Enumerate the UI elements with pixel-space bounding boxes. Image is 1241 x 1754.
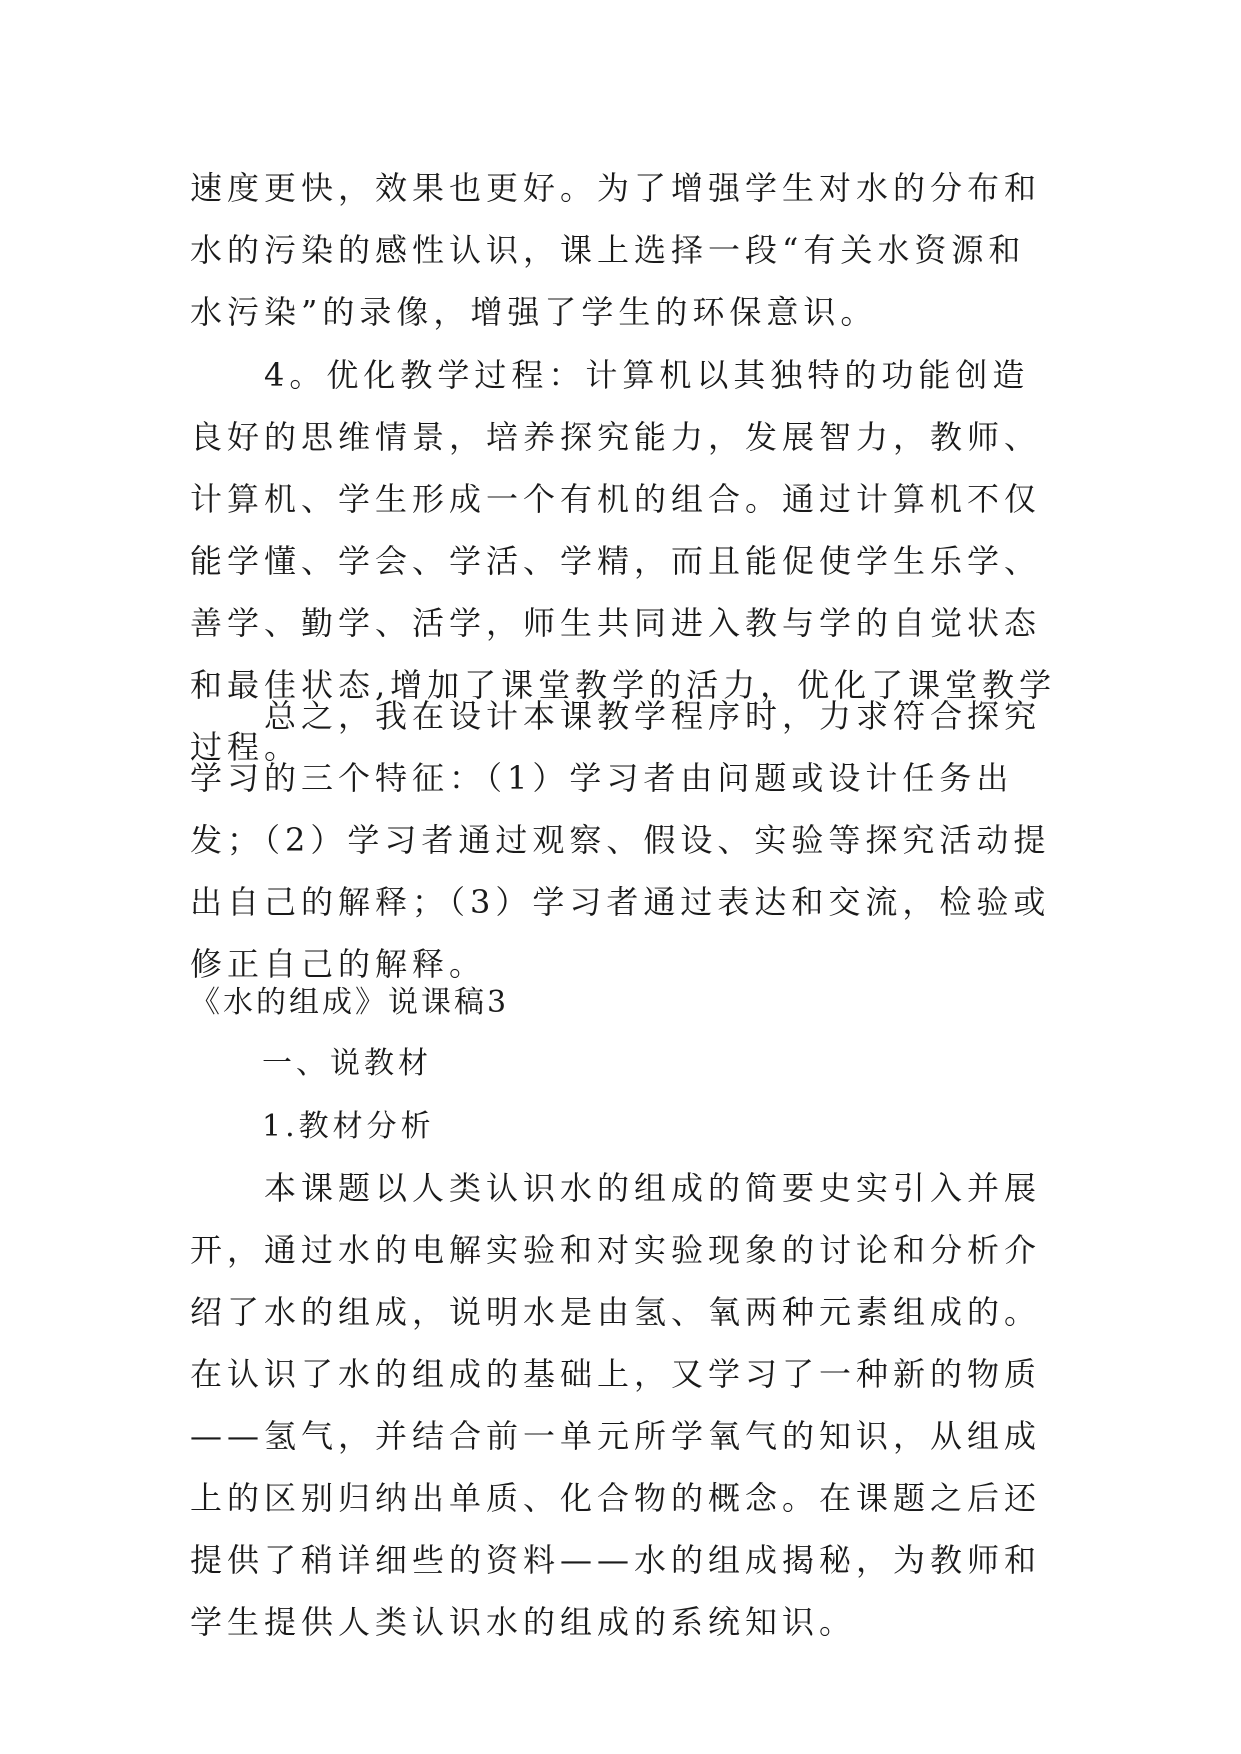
section-title: 《水的组成》说课稿3 xyxy=(190,985,510,1020)
heading-textbook: 一、说教材 xyxy=(262,1046,432,1081)
paragraph-continuation: 速度更快，效果也更好。为了增强学生对水的分布和水的污染的感性认识，课上选择一段“有关水资源和水污染”的录像，增强了学生的环保意识。 xyxy=(190,169,1042,331)
heading-textbook-analysis: 1.教材分析 xyxy=(262,1109,435,1144)
paragraph-textbook-analysis: 本课题以人类认识水的组成的简要史实引入并展开，通过水的电解实验和对实验现象的讨论和分析介绍了水的组成，说明水是由氢、氧两种元素组成的。在认识了水的组成的基础上，又学习了一种新的物质——氢气，并结合前一单元所学氧气的知识，从组成上的区别归纳出单质、化合物的概念。在课题之后还提供了稍详细些的资料——水的组成揭秘，为教师和学生提供人类认识水的组成的系统知识。 xyxy=(190,1169,1042,1641)
paragraph-optimize-teaching: 4。优化教学过程：计算机以其独特的功能创造良好的思维情景，培养探究能力，发展智力，教师、计算机、学生形成一个有机的组合。通过计算机不仅能学懂、学会、学活、学精，而且能促使学生乐学、善学、勤学、活学，师生共同进入教与学的自觉状态和最佳状态,增加了课堂教学的活力，优化了课堂教学过程。 xyxy=(190,356,1057,766)
paragraph-summary: 总之，我在设计本课教学程序时，力求符合探究学习的三个特征：（1）学习者由问题或设计任务出发；（2）学习者通过观察、假设、实验等探究活动提出自己的解释；（3）学习者通过表达和交流，检验或修正自己的解释。 xyxy=(190,697,1051,983)
